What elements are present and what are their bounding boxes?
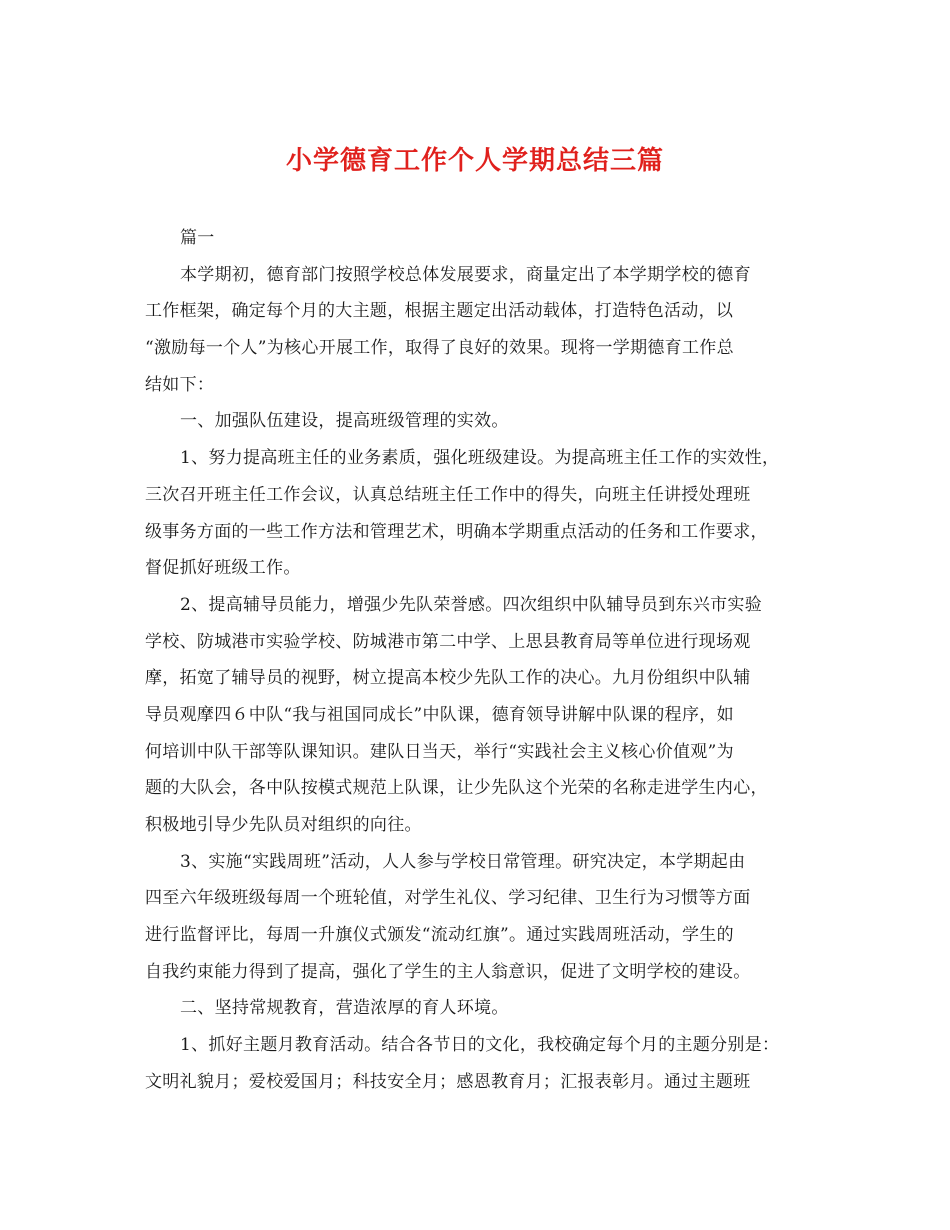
- text-line: 自我约束能力得到了提高，强化了学生的主人翁意识，促进了文明学校的建设。: [145, 961, 751, 982]
- document-body: [145, 220, 815, 1101]
- text-line: 文明礼貌月；爱校爱国月；科技安全月；感恩教育月；汇报表彰月。通过主题班: [145, 1071, 751, 1092]
- text-line: 结如下：: [145, 374, 215, 395]
- text-line: 督促抓好班级工作。: [145, 558, 301, 579]
- document-title: 小学德育工作个人学期总结三篇: [285, 146, 664, 176]
- text-line: 导员观摩四６中队“我与祖国同成长”中队课，德育领导讲解中队课的程序，如: [145, 704, 734, 725]
- text-line: 何培训中队干部等队课知识。建队日当天，举行“实践社会主义核心价值观”为: [145, 741, 734, 762]
- text-line: 本学期初，德育部门按照学校总体发展要求，商量定出了本学期学校的德育: [180, 264, 751, 285]
- text-line: 级事务方面的一些工作方法和管理艺术，明确本学期重点活动的任务和工作要求，: [145, 521, 768, 542]
- text-line: 四至六年级班级每周一个班轮值，对学生礼仪、学习纪律、卫生行为习惯等方面: [145, 888, 751, 909]
- text-line: 1、抓好主题月教育活动。结合各节日的文化，我校确定每个月的主题分别是：: [180, 1035, 780, 1056]
- text-line: 学校、防城港市实验学校、防城港市第二中学、上思县教育局等单位进行现场观: [145, 631, 751, 652]
- text-line: 1、努力提高班主任的业务素质，强化班级建设。为提高班主任工作的实效性，: [180, 448, 780, 469]
- text-line: 积极地引导少先队员对组织的向往。: [145, 815, 422, 835]
- text-line: 题的大队会，各中队按模式规范上队课，让少先队这个光荣的名称走进学生内心，: [145, 778, 768, 799]
- text-line: 进行监督评比，每周一升旗仪式颁发“流动红旗”。通过实践周班活动，学生的: [145, 925, 734, 946]
- text-line: 3、实施“实践周班”活动，人人参与学校日常管理。研究决定，本学期起由: [180, 851, 746, 872]
- text-line: 篇一: [180, 228, 215, 248]
- text-line: 一、加强队伍建设，提高班级管理的实效。: [180, 411, 509, 432]
- text-line: 二、坚持常规教育，营造浓厚的育人环境。: [180, 998, 509, 1019]
- text-line: 三次召开班主任工作会议，认真总结班主任工作中的得失，向班主任讲授处理班: [145, 484, 751, 505]
- text-line: “激励每一个人”为核心开展工作，取得了良好的效果。现将一学期德育工作总: [145, 338, 734, 359]
- text-line: 摩，拓宽了辅导员的视野，树立提高本校少先队工作的决心。九月份组织中队辅: [145, 668, 751, 689]
- text-line: 2、提高辅导员能力，增强少先队荣誉感。四次组织中队辅导员到东兴市实验: [180, 594, 763, 615]
- text-line: 工作框架，确定每个月的大主题，根据主题定出活动载体，打造特色活动，以: [145, 301, 734, 322]
